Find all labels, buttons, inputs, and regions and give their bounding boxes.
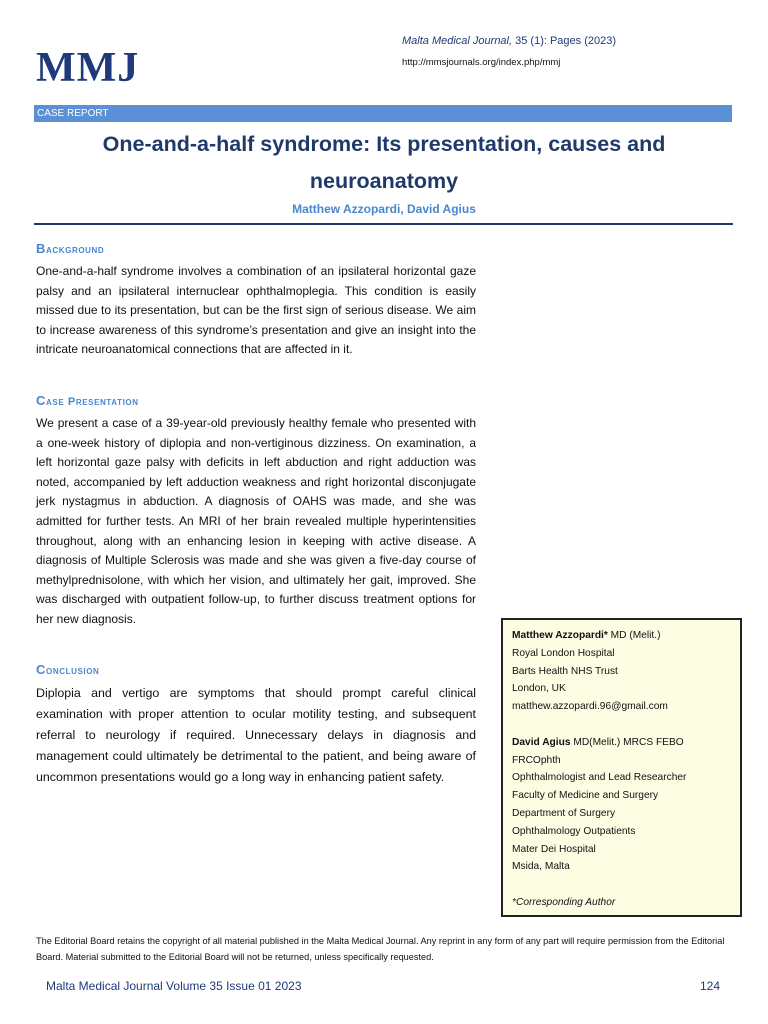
author1-name: Matthew Azzopardi*: [512, 630, 608, 641]
article-title: One-and-a-half syndrome: Its presentation, causes and neuroanatomy: [102, 132, 666, 193]
journal-url[interactable]: http://mmsjournals.org/index.php/mmj: [402, 57, 561, 68]
author1-email[interactable]: matthew.azzopardi.96@gmail.com: [512, 701, 668, 713]
case-presentation-text: We present a case of a 39-year-old previously healthy female who presented with a one-week history of diplopia and non-vertiginous dizziness. On examination, a left horizontal gaze palsy with deficits in left abduction and right adduction was noted, accompanied by left adduction weakness and right horizontal disconjugate jerk nystagmus in abduction. A diagnosis of OAHS was made, and she was admitted for further tests. An MRI of her brain revealed multiple hyperintensities throughout, along with an enhancing lesion in keeping with active disease. A diagnosis of Multiple Sclerosis was made and she was given a five-day course of methylprednisolone, with which her vision, and ultimately her gait, improved. She was discharged with outpatient follow-up, to further discuss treatment options for her new diagnosis.: [36, 416, 476, 626]
article-type-banner: CASE REPORT: [34, 105, 732, 122]
journal-name: Malta Medical Journal,: [402, 35, 513, 47]
corresponding-author-note: *Corresponding Author: [512, 896, 616, 908]
background-text: One-and-a-half syndrome involves a combination of an ipsilateral horizontal gaze palsy and an ipsilateral internuclear ophthalmoplegia. This condition is easily missed due to its presentation, but can be the first sign of serious disease. We aim to increase awareness of this syndrome’s presentation and give an insight into the intricate neuroanatomical connections that are affected in it.: [36, 264, 476, 357]
journal-citation: [402, 35, 616, 47]
journal-issue: 35 (1): Pages (2023): [512, 35, 617, 47]
heading-conclusion: Conclusion: [36, 662, 100, 677]
title-divider: [34, 223, 733, 225]
author-affiliations-box: Matthew Azzopardi* MD (Melit.) Royal London Hospital Barts Health NHS Trust London, UK matthew.azzopardi.96@gmail.com David Agius MD(Melit.) MRCS FEBO FRCOphth Ophthalmologist and Lead Researcher Faculty of Medicine and Surgery Department of Surgery Ophthalmology Outpatients Mater Dei Hospital Msida, Malta *Corresponding Author: [501, 618, 742, 917]
page-number: 124: [699, 979, 720, 993]
article-authors: Matthew Azzopardi, David Agius: [292, 202, 476, 216]
author2-name: David Agius: [512, 736, 571, 748]
copyright-notice: The Editorial Board retains the copyright of all material published in the Malta Medical Journal. Any reprint in any form of any part will require permission from the Editorial Board. Material submitted to the Editorial Board will not be returned, unless specifically requested.: [36, 936, 725, 962]
journal-logo: MMJ: [36, 45, 140, 91]
conclusion-text: Diplopia and vertigo are symptoms that should prompt careful clinical examination with proper attention to ocular motility testing, and subsequent referral to neurology if required. Unnecessary delays in diagnosis and management could ultimately be detrimental to the patient, and being aware of uncommon presentations would go a long way in enhancing patient safety.: [36, 686, 476, 784]
heading-case-presentation: Case Presentation: [36, 393, 139, 408]
heading-background: Background: [36, 241, 105, 256]
footer-journal: Malta Medical Journal Volume 35 Issue 01 2023: [46, 979, 302, 993]
